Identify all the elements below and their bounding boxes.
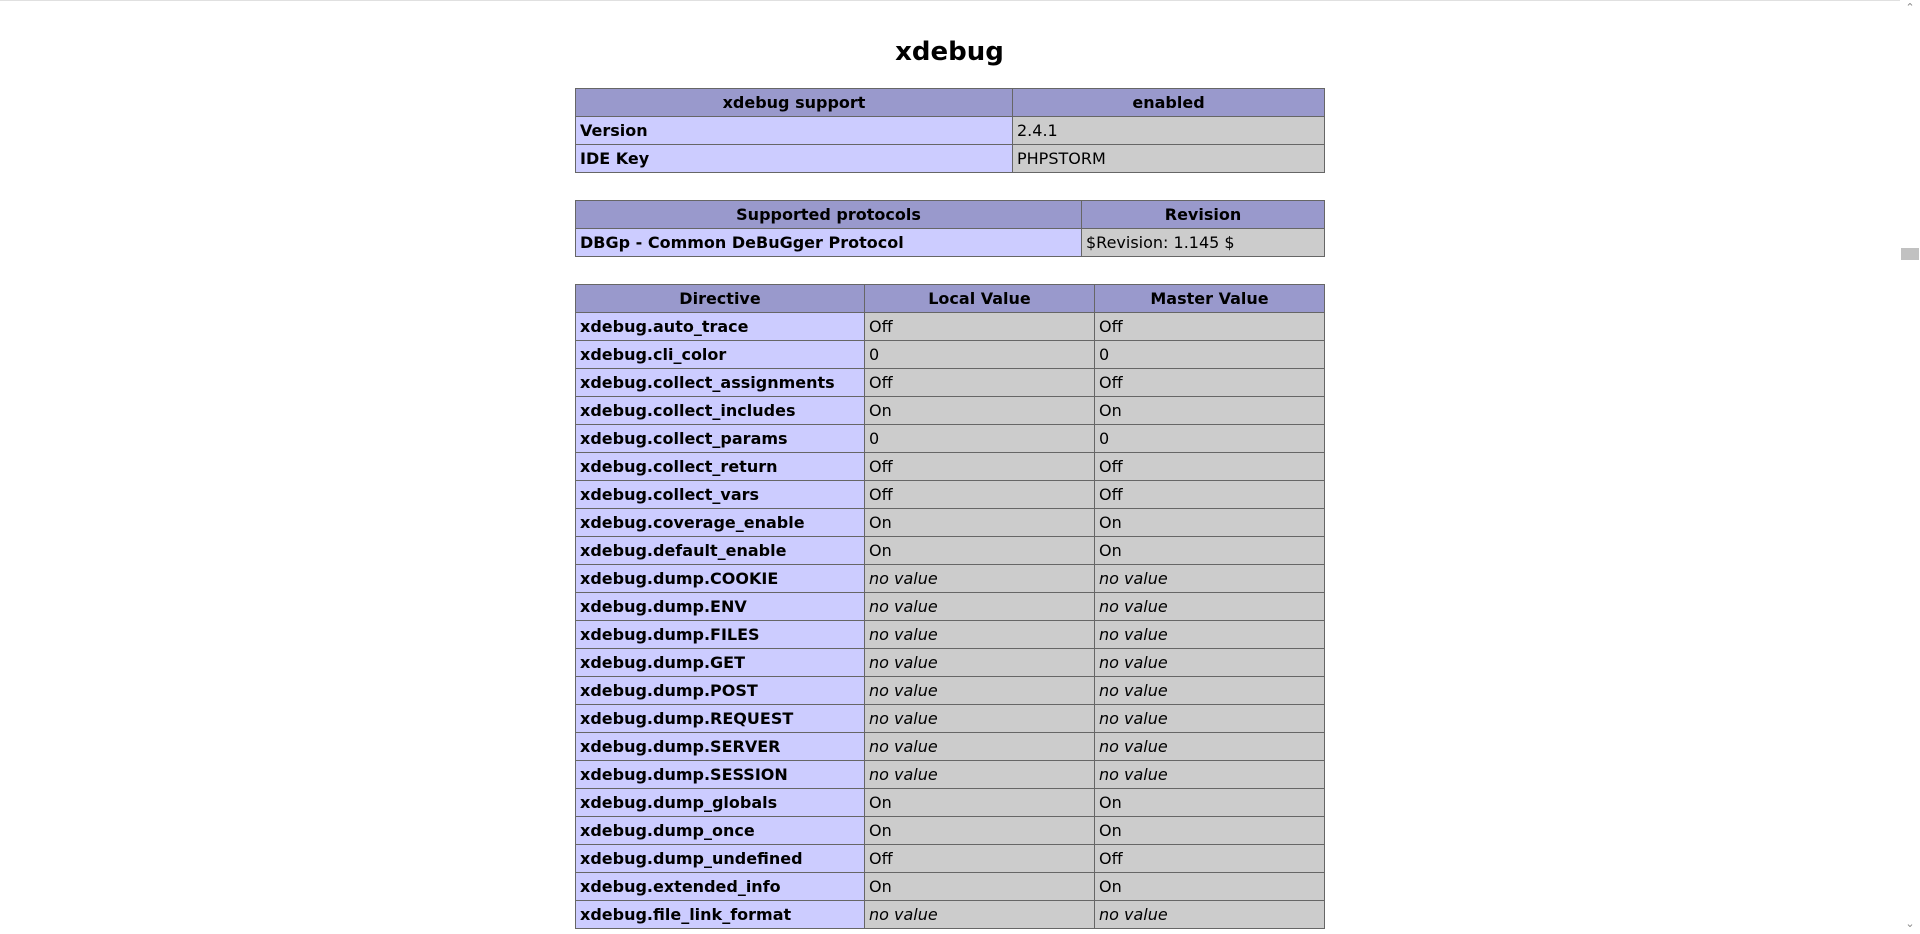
directives-table: [575, 284, 1325, 929]
master-value: [1095, 733, 1325, 761]
master-value: Off: [1095, 453, 1325, 481]
local-value: On: [865, 397, 1095, 425]
no-value-text: no value: [869, 709, 938, 728]
directive-name: xdebug.cli_color: [576, 341, 865, 369]
local-value: On: [865, 509, 1095, 537]
row-key: DBGp - Common DeBuGger Protocol: [576, 229, 1082, 257]
master-value: On: [1095, 873, 1325, 901]
local-value: [865, 621, 1095, 649]
local-value: Off: [865, 481, 1095, 509]
column-header: Directive: [576, 285, 865, 313]
master-value: On: [1095, 817, 1325, 845]
directive-name: xdebug.auto_trace: [576, 313, 865, 341]
column-header: xdebug support: [576, 89, 1013, 117]
table-row: [576, 145, 1325, 173]
directive-name: xdebug.dump_globals: [576, 789, 865, 817]
local-value: [865, 677, 1095, 705]
no-value-text: no value: [1099, 905, 1168, 924]
table-row: [576, 425, 1325, 453]
local-value: On: [865, 537, 1095, 565]
table-row: [576, 845, 1325, 873]
table-row: [576, 817, 1325, 845]
master-value: On: [1095, 789, 1325, 817]
table-row: [576, 677, 1325, 705]
local-value: [865, 565, 1095, 593]
table-row: [576, 565, 1325, 593]
master-value: Off: [1095, 369, 1325, 397]
master-value: Off: [1095, 845, 1325, 873]
table-row: [576, 313, 1325, 341]
directive-name: xdebug.file_link_format: [576, 901, 865, 929]
local-value: [865, 705, 1095, 733]
local-value: Off: [865, 453, 1095, 481]
table-row: [576, 341, 1325, 369]
table-header-row: [576, 285, 1325, 313]
master-value: [1095, 761, 1325, 789]
no-value-text: no value: [1099, 597, 1168, 616]
column-header: Master Value: [1095, 285, 1325, 313]
master-value: On: [1095, 397, 1325, 425]
master-value: On: [1095, 537, 1325, 565]
row-key: Version: [576, 117, 1013, 145]
no-value-text: no value: [1099, 653, 1168, 672]
no-value-text: no value: [869, 597, 938, 616]
no-value-text: no value: [1099, 681, 1168, 700]
no-value-text: no value: [869, 681, 938, 700]
directive-name: xdebug.coverage_enable: [576, 509, 865, 537]
directive-name: xdebug.collect_includes: [576, 397, 865, 425]
column-header: Supported protocols: [576, 201, 1082, 229]
master-value: 0: [1095, 341, 1325, 369]
no-value-text: no value: [869, 569, 938, 588]
no-value-text: no value: [869, 905, 938, 924]
master-value: [1095, 621, 1325, 649]
directive-name: xdebug.collect_return: [576, 453, 865, 481]
directive-name: xdebug.collect_params: [576, 425, 865, 453]
table-row: [576, 537, 1325, 565]
no-value-text: no value: [1099, 765, 1168, 784]
directive-name: xdebug.dump.COOKIE: [576, 565, 865, 593]
local-value: 0: [865, 341, 1095, 369]
table-row: [576, 705, 1325, 733]
row-value: 2.4.1: [1013, 117, 1325, 145]
master-value: 0: [1095, 425, 1325, 453]
no-value-text: no value: [869, 765, 938, 784]
column-header: Revision: [1082, 201, 1325, 229]
row-key: IDE Key: [576, 145, 1013, 173]
directive-name: xdebug.default_enable: [576, 537, 865, 565]
table-row: [576, 453, 1325, 481]
table-row: [576, 873, 1325, 901]
no-value-text: no value: [869, 653, 938, 672]
directive-name: xdebug.dump.POST: [576, 677, 865, 705]
table-row: [576, 733, 1325, 761]
directive-name: xdebug.dump.FILES: [576, 621, 865, 649]
local-value: On: [865, 817, 1095, 845]
master-value: Off: [1095, 313, 1325, 341]
directive-name: xdebug.dump.GET: [576, 649, 865, 677]
no-value-text: no value: [1099, 737, 1168, 756]
local-value: 0: [865, 425, 1095, 453]
table-row: [576, 789, 1325, 817]
master-value: Off: [1095, 481, 1325, 509]
table-row: [576, 761, 1325, 789]
row-value: $Revision: 1.145 $: [1082, 229, 1325, 257]
local-value: [865, 649, 1095, 677]
no-value-text: no value: [1099, 625, 1168, 644]
spacer: [575, 173, 1324, 200]
local-value: Off: [865, 845, 1095, 873]
table-row: [576, 229, 1325, 257]
master-value: [1095, 705, 1325, 733]
column-header: Local Value: [865, 285, 1095, 313]
master-value: [1095, 565, 1325, 593]
directive-name: xdebug.dump.SESSION: [576, 761, 865, 789]
page-title: xdebug: [895, 37, 1004, 67]
directive-name: xdebug.extended_info: [576, 873, 865, 901]
table-row: [576, 621, 1325, 649]
table-row: [576, 509, 1325, 537]
no-value-text: no value: [869, 737, 938, 756]
no-value-text: no value: [869, 625, 938, 644]
spacer: [575, 257, 1324, 284]
vertical-scrollbar[interactable]: [1900, 0, 1920, 934]
supported-protocols-table: [575, 200, 1325, 257]
scroll-thumb[interactable]: [1901, 248, 1919, 260]
table-header-row: [576, 201, 1325, 229]
scroll-up-arrow-icon[interactable]: ⌃: [1905, 1, 1915, 14]
directive-name: xdebug.dump.REQUEST: [576, 705, 865, 733]
local-value: [865, 761, 1095, 789]
table-row: [576, 117, 1325, 145]
table-row: [576, 901, 1325, 929]
local-value: [865, 593, 1095, 621]
local-value: Off: [865, 313, 1095, 341]
master-value: [1095, 593, 1325, 621]
master-value: [1095, 649, 1325, 677]
phpinfo-xdebug-section: [575, 0, 1324, 929]
directive-name: xdebug.dump_undefined: [576, 845, 865, 873]
local-value: Off: [865, 369, 1095, 397]
local-value: [865, 901, 1095, 929]
column-header: enabled: [1013, 89, 1325, 117]
directive-name: xdebug.dump_once: [576, 817, 865, 845]
table-row: [576, 481, 1325, 509]
table-row: [576, 369, 1325, 397]
table-row: [576, 397, 1325, 425]
directive-name: xdebug.collect_vars: [576, 481, 865, 509]
local-value: On: [865, 789, 1095, 817]
xdebug-support-table: [575, 88, 1325, 173]
table-row: [576, 649, 1325, 677]
master-value: [1095, 677, 1325, 705]
no-value-text: no value: [1099, 569, 1168, 588]
scroll-down-arrow-icon[interactable]: ⌄: [1905, 917, 1915, 930]
row-value: PHPSTORM: [1013, 145, 1325, 173]
local-value: [865, 733, 1095, 761]
directive-name: xdebug.dump.ENV: [576, 593, 865, 621]
master-value: On: [1095, 509, 1325, 537]
master-value: [1095, 901, 1325, 929]
no-value-text: no value: [1099, 709, 1168, 728]
table-row: [576, 593, 1325, 621]
directive-name: xdebug.collect_assignments: [576, 369, 865, 397]
local-value: On: [865, 873, 1095, 901]
table-header-row: [576, 89, 1325, 117]
directive-name: xdebug.dump.SERVER: [576, 733, 865, 761]
